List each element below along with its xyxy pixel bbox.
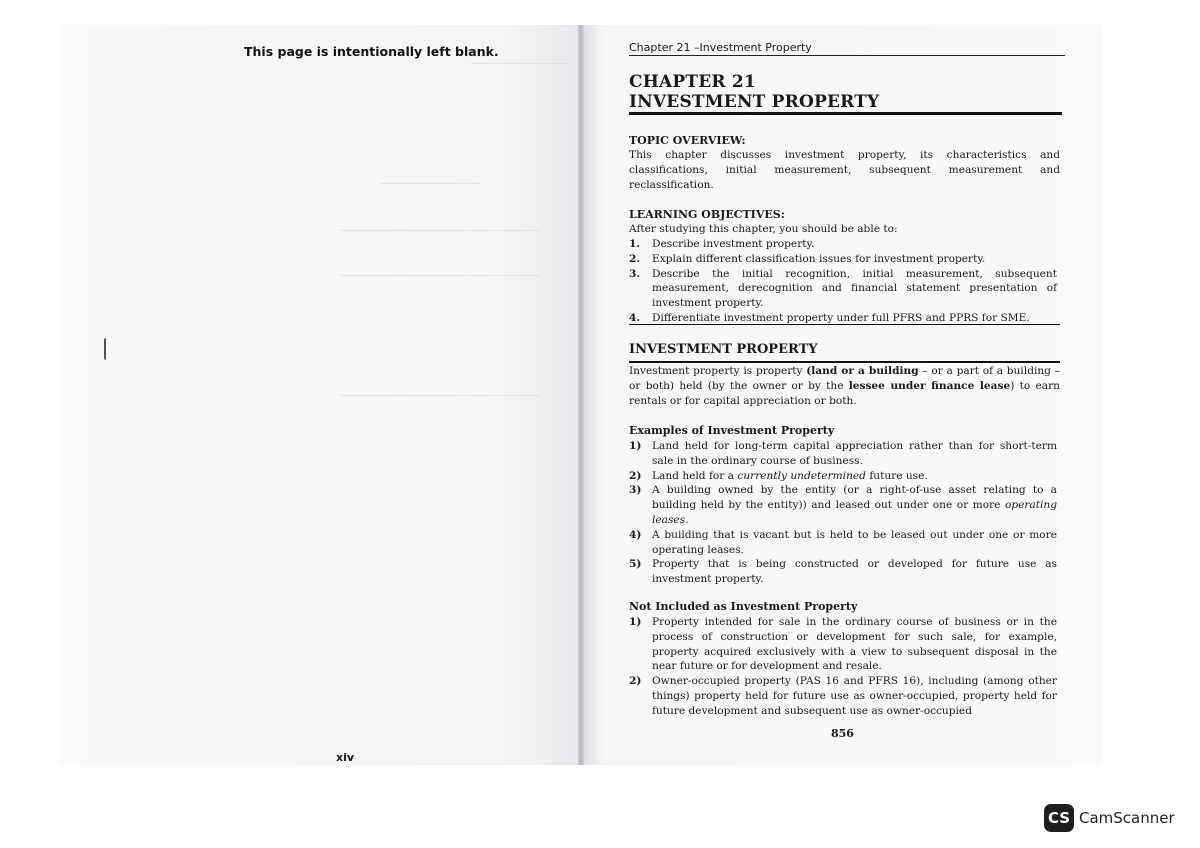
learning-objectives-list bbox=[629, 237, 1057, 326]
definition-paragraph bbox=[629, 364, 1060, 408]
item-number: 1. bbox=[629, 238, 641, 250]
chapter-title: INVESTMENT PROPERTY bbox=[629, 92, 880, 112]
item-number: 1) bbox=[629, 616, 642, 628]
item-text: Describe the initial recognition, initial measurement, subsequent measurement, derecognition and financial statement presentation of investment property. bbox=[652, 267, 1057, 310]
definition-text: Investment property is property bbox=[629, 365, 807, 377]
item-text: future use. bbox=[865, 469, 928, 482]
item-number: 2. bbox=[629, 252, 641, 265]
list-item bbox=[629, 252, 1057, 267]
not-included-heading: Not Included as Investment Property bbox=[629, 600, 858, 613]
right-page-number: 856 bbox=[831, 727, 854, 740]
definition-emphasis: (land or a building bbox=[806, 365, 919, 377]
list-item bbox=[629, 237, 1057, 252]
list-item bbox=[629, 674, 1057, 718]
show-through-text: ———————————————————— bbox=[340, 225, 540, 236]
item-number: 3) bbox=[629, 484, 642, 497]
chapter-number: CHAPTER 21 bbox=[629, 72, 756, 92]
item-number: 3. bbox=[629, 267, 641, 280]
list-item bbox=[629, 439, 1057, 469]
list-item bbox=[629, 483, 1057, 527]
definition-text: – or a part of a building – or both) held (by the owner or by the bbox=[629, 365, 1060, 392]
item-text: Property that is being constructed or developed for future use as investment property. bbox=[652, 558, 1057, 586]
definition-text: ) to earn rentals or for capital appreciation or both. bbox=[629, 379, 1060, 407]
item-text: A building that is vacant but is held to be leased out under one or more operating leases. bbox=[652, 528, 1057, 556]
item-text: A building owned by the entity (or a right-of-use asset relating to a building held by the entity)) and leased out under one or more bbox=[652, 484, 1057, 512]
examples-heading: Examples of Investment Property bbox=[629, 424, 835, 437]
examples-list bbox=[629, 439, 1057, 587]
section-title: INVESTMENT PROPERTY bbox=[629, 342, 818, 357]
list-item bbox=[629, 528, 1057, 558]
list-item bbox=[629, 557, 1057, 587]
item-number: 2) bbox=[629, 675, 642, 688]
show-through-text: —————————— bbox=[470, 58, 570, 69]
topic-overview-text: This chapter discusses investment property, its characteristics and classifications, initial measurement, subsequent measurement and reclassification. bbox=[629, 149, 1060, 191]
chapter-title-rule bbox=[629, 112, 1062, 115]
list-item bbox=[629, 615, 1057, 674]
item-text: Property intended for sale in the ordinary course of business or in the process of construction or development for such sale, for example, property acquired exclusively with a view to subsequent disposal in the near future or for development and resale. bbox=[652, 616, 1057, 673]
item-text: Differentiate investment property under full PFRS and PPRS for SME. bbox=[652, 311, 1030, 324]
item-emphasis: currently undetermined bbox=[737, 469, 866, 482]
item-text: Land held for long-term capital appreciation rather than for short-term sale in the ordinary course of business. bbox=[652, 440, 1057, 467]
header-rule bbox=[629, 55, 1065, 56]
show-through-text: ———————————————————— bbox=[340, 270, 540, 281]
item-number: 4) bbox=[629, 528, 642, 541]
running-header: Chapter 21 –Investment Property bbox=[629, 41, 812, 54]
list-item bbox=[629, 267, 1057, 311]
book-gutter bbox=[578, 25, 584, 765]
item-text: Land held for a bbox=[652, 469, 738, 482]
list-item bbox=[629, 469, 1057, 484]
item-emphasis: operating leases bbox=[652, 499, 1057, 526]
margin-mark bbox=[104, 338, 109, 360]
item-text: Describe investment property. bbox=[652, 238, 815, 250]
learning-objectives-intro: After studying this chapter, you should be able to: bbox=[629, 223, 898, 235]
section-rule bbox=[629, 361, 1060, 363]
camscanner-logo-icon: CS bbox=[1044, 804, 1074, 832]
topic-overview-heading: TOPIC OVERVIEW: bbox=[629, 134, 746, 147]
camscanner-watermark: CamScanner bbox=[1079, 809, 1175, 827]
item-text: Owner-occupied property (PAS 16 and PFRS 16), including (among other things) property held for future use as owner-occupied, property held for future development and subsequent use as owner-occupied bbox=[652, 675, 1057, 717]
item-text: . bbox=[685, 513, 689, 526]
item-number: 2) bbox=[629, 469, 642, 482]
objectives-rule bbox=[629, 324, 1060, 325]
show-through-text: ———————————————————— bbox=[340, 390, 540, 401]
blank-page-note: This page is intentionally left blank. bbox=[244, 44, 499, 59]
item-number: 5) bbox=[629, 558, 642, 571]
left-page-number: xiv bbox=[336, 751, 355, 764]
item-number: 4. bbox=[629, 311, 641, 324]
not-included-list bbox=[629, 615, 1057, 719]
show-through-text: —————————— bbox=[380, 178, 480, 189]
definition-emphasis: lessee under finance lease bbox=[848, 379, 1011, 392]
item-number: 1) bbox=[629, 440, 642, 452]
learning-objectives-heading: LEARNING OBJECTIVES: bbox=[629, 208, 785, 221]
item-text: Explain different classification issues for investment property. bbox=[652, 252, 986, 265]
